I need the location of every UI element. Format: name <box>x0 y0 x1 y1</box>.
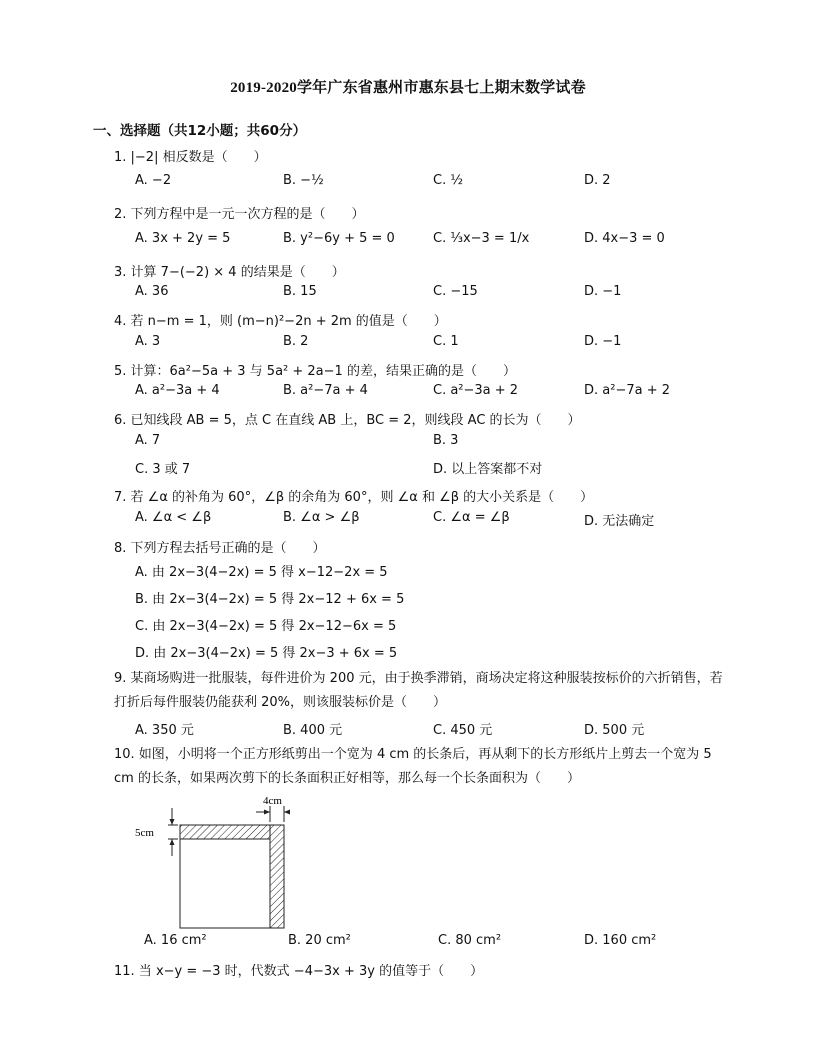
figure-label-4cm: 4cm <box>263 795 282 807</box>
q6-option-b: B. 3 <box>433 433 459 448</box>
q4-option-b: B. 2 <box>283 334 309 349</box>
q1-option-d: D. 2 <box>584 173 611 188</box>
question-3-stem: 3. 计算 7−(−2) × 4 的结果是（ ） <box>114 265 345 280</box>
question-10-figure <box>130 792 290 942</box>
q7-option-d: D. 无法确定 <box>584 514 655 529</box>
question-1-stem: 1. |−2| 相反数是（ ） <box>114 150 267 165</box>
q5-option-a: A. a²−3a + 4 <box>135 383 220 398</box>
q6-option-a: A. 7 <box>135 433 161 448</box>
page-title: 2019-2020学年广东省惠州市惠东县七上期末数学试卷 <box>230 80 586 96</box>
q4-option-d: D. −1 <box>584 334 622 349</box>
question-4-stem: 4. 若 n−m = 1，则 (m−n)²−2n + 2m 的值是（ ） <box>114 314 447 329</box>
q8-option-b: B. 由 2x−3(4−2x) = 5 得 2x−12 + 6x = 5 <box>135 592 405 607</box>
q5-option-d: D. a²−7a + 2 <box>584 383 671 398</box>
question-6-stem: 6. 已知线段 AB = 5，点 C 在直线 AB 上，BC = 2，则线段 AC 的长为（ ） <box>114 413 581 428</box>
section-heading: 一、选择题（共12小题；共60分） <box>93 123 307 139</box>
q7-option-c: C. ∠α = ∠β <box>433 510 510 525</box>
q8-option-d: D. 由 2x−3(4−2x) = 5 得 2x−3 + 6x = 5 <box>135 646 398 661</box>
figure-label-5cm: 5cm <box>135 827 154 839</box>
question-7-stem: 7. 若 ∠α 的补角为 60°，∠β 的余角为 60°，则 ∠α 和 ∠β 的大小关系是（ ） <box>114 490 594 505</box>
question-2-stem: 2. 下列方程中是一元一次方程的是（ ） <box>114 207 365 222</box>
q3-option-a: A. 36 <box>135 284 169 299</box>
q3-option-c: C. −15 <box>433 284 478 299</box>
q5-option-b: B. a²−7a + 4 <box>283 383 368 398</box>
q8-option-a: A. 由 2x−3(4−2x) = 5 得 x−12−2x = 5 <box>135 565 388 580</box>
question-8-stem: 8. 下列方程去括号正确的是（ ） <box>114 541 326 556</box>
q9-option-b: B. 400 元 <box>283 723 343 738</box>
q4-option-c: C. 1 <box>433 334 459 349</box>
q2-option-b: B. y²−6y + 5 = 0 <box>283 231 395 246</box>
question-10-stem: 10. 如图，小明将一个正方形纸剪出一个宽为 4 cm 的长条后，再从剩下的长方形纸片上剪去一个宽为 5 cm 的长条，如果两次剪下的长条面积正好相等，那么每一个长条面积为（ ） <box>114 747 712 786</box>
q3-option-d: D. −1 <box>584 284 622 299</box>
q6-option-d: D. 以上答案都不对 <box>433 462 543 477</box>
q8-option-c: C. 由 2x−3(4−2x) = 5 得 2x−12−6x = 5 <box>135 619 397 634</box>
question-5-stem: 5. 计算：6a²−5a + 3 与 5a² + 2a−1 的差，结果正确的是（ ） <box>114 364 516 379</box>
q9-option-c: C. 450 元 <box>433 723 493 738</box>
q4-option-a: A. 3 <box>135 334 161 349</box>
q1-option-a: A. −2 <box>135 173 172 188</box>
q10-option-b: B. 20 cm² <box>288 933 351 948</box>
q6-option-c: C. 3 或 7 <box>135 462 191 477</box>
q5-option-c: C. a²−3a + 2 <box>433 383 519 398</box>
q9-option-a: A. 350 元 <box>135 723 194 738</box>
question-11-stem: 11. 当 x−y = −3 时，代数式 −4−3x + 3y 的值等于（ ） <box>114 964 484 979</box>
q10-option-d: D. 160 cm² <box>584 933 657 948</box>
q10-option-a: A. 16 cm² <box>144 933 207 948</box>
q2-option-d: D. 4x−3 = 0 <box>584 231 665 246</box>
top-strip <box>180 825 270 839</box>
q3-option-b: B. 15 <box>283 284 317 299</box>
q9-option-d: D. 500 元 <box>584 723 645 738</box>
q1-option-c: C. ½ <box>433 173 463 188</box>
q7-option-b: B. ∠α > ∠β <box>283 510 360 525</box>
remaining-rectangle <box>180 825 270 928</box>
q10-option-c: C. 80 cm² <box>438 933 502 948</box>
q2-option-c: C. ⅓x−3 = 1/x <box>433 231 530 246</box>
right-strip <box>270 825 284 928</box>
question-9-stem: 9. 某商场购进一批服装，每件进价为 200 元，由于换季滞销，商场决定将这种服装按标价的六折销售，若打折后每件服装仍能获利 20%，则该服装标价是（ ） <box>114 671 723 710</box>
q7-option-a: A. ∠α < ∠β <box>135 510 212 525</box>
q1-option-b: B. −½ <box>283 173 324 188</box>
q2-option-a: A. 3x + 2y = 5 <box>135 231 231 246</box>
